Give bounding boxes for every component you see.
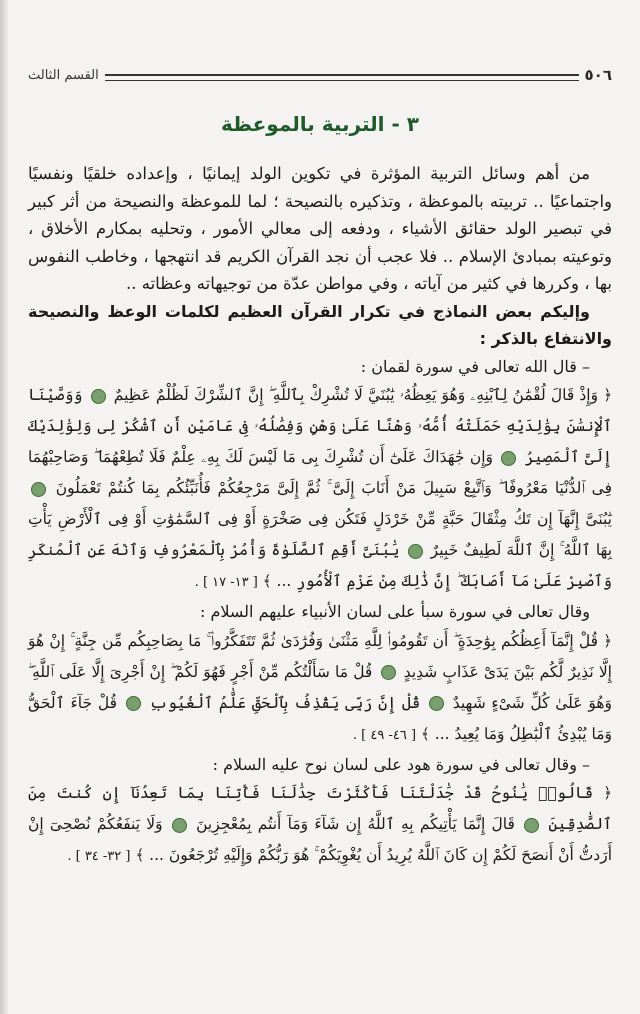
chapter-title: ٣ - التربية بالموعظة xyxy=(221,112,419,136)
quote-intro-luqman: – قال الله تعالى في سورة لقمان : xyxy=(360,356,590,376)
verse-reference: [ ٤٦- ٤٩ ] . xyxy=(352,727,417,743)
verse-end-marker-icon xyxy=(91,389,106,404)
quote-intro-saba: وقال تعالى في سورة سبأ على لسان الأنبياء عليهم السلام : xyxy=(199,602,590,621)
verse: وَإِن جَٰهَدَاكَ عَلَىٰٓ أَن تُشْرِكَ بِى مَا لَيْسَ لَكَ بِهِۦ عِلْمٌ فَلَا تُطِعْهُمَا ۖ وَصَاحِبْهُمَا فِى ٱلدُّنْيَا مَعْرُوفًا ۖ وَٱتَّبِعْ سَبِيلَ مَنْ أَنَابَ إِلَىَّ ۚ ثُمَّ إِلَىَّ مَرْجِعُكُمْ فَأُنَبِّئُكُم بِمَا كُنتُمْ تَعْمَلُونَ xyxy=(28,448,612,497)
intro-paragraph: من أهم وسائل التربية المؤثرة في تكوين الولد إيمانيًا ، وإعداده خلقيًا ونفسيًا واجتماعيًا .. تربيته بالموعظة ، وتذكيره بالنصيحة ؛ لما للموعظة والنصيحة من أثر كبير في تبصير الولد حقائق الأشياء ، ودفعه إلى معالي الأمور ، وتحليه بمكارم الأخلاق ، وتوعيته بمبادئ الإسلام .. فلا عجب أن نجد القرآن الكريم قد انتهجها ، وخاطب النفوس بها ، وكررها في كثير من آياته ، وفي مواطن عدّة من توجيهاته وعظاته .. xyxy=(28,164,612,293)
verse: قُلْ إِنَّمَآ أَعِظُكُم بِوَٰحِدَةٍ ۖ أَن تَقُومُوا۟ لِلَّهِ مَثْنَىٰ وَفُرَٰدَىٰ ثُمَّ تَتَفَكَّرُوا۟ ۚ مَا بِصَاحِبِكُم مِّن جِنَّةٍ ۚ إِنْ هُوَ إِلَّا نَذِيرٌ لَّكُم بَيْنَ يَدَىْ عَذَابٍ شَدِيدٍ xyxy=(28,631,612,681)
verse-end-marker-icon xyxy=(408,544,423,559)
verse-end-marker-icon xyxy=(31,482,46,497)
ornate-bracket-open: ﴿ xyxy=(603,784,612,802)
verse-end-marker-icon xyxy=(524,818,539,833)
body-text xyxy=(28,160,612,872)
page-number: ٥٠٦ xyxy=(584,66,612,84)
verse: يَٰبُنَىَّ إِنَّهَآ إِن تَكُ مِثْقَالَ حَبَّةٍ مِّنْ خَرْدَلٍ فَتَكُن فِى صَخْرَةٍ أَوْ فِى ٱلسَّمَٰوَٰتِ أَوْ فِى ٱلْأَرْضِ يَأْتِ بِهَا ٱللَّهُ ۚ إِنَّ ٱللَّهَ لَطِيفٌ خَبِيرٌ xyxy=(28,510,613,559)
ornate-bracket-close: ﴾ xyxy=(262,572,272,590)
quran-quote-luqman xyxy=(28,380,612,598)
verse: قُلْ جَآءَ ٱلْحَقُّ وَمَا يُبْدِئُ ٱلْبَٰطِلُ وَمَا يُعِيدُ ... xyxy=(28,693,612,743)
page-gutter-shadow xyxy=(0,0,8,1014)
quote-intro-hud: – وقال تعالى في سورة هود على لسان نوح عليه السلام : xyxy=(212,754,590,774)
verse: يَٰبُنَىَّ أَقِمِ ٱلصَّلَوٰةَ وَأْمُرْ بِٱلْمَعْرُوفِ وَٱنْهَ عَنِ ٱلْمُنكَرِ وَٱصْبِرْ عَلَىٰ مَآ أَصَابَكَ ۖ إِنَّ ذَٰلِكَ مِنْ عَزْمِ ٱلْأُمُورِ ... xyxy=(28,541,612,590)
ornate-bracket-close: ﴾ xyxy=(135,846,145,864)
verse-reference: [ ١٣- ١٧ ] . xyxy=(194,575,258,590)
book-page xyxy=(28,0,612,1014)
ornate-bracket-open: ﴿ xyxy=(603,386,612,404)
header-double-rule xyxy=(105,74,579,81)
verse-reference: [ ٣٢- ٣٤ ] . xyxy=(67,849,131,864)
quran-quote-saba xyxy=(28,626,612,751)
verse: وَإِذْ قَالَ لُقْمَٰنُ لِٱبْنِهِۦ وَهُوَ يَعِظُهُۥ يَٰبُنَيَّ لَا تُشْرِكْ بِٱللَّهِ ۖ إِنَّ ٱلشِّرْكَ لَظُلْمٌ عَظِيمٌ xyxy=(113,386,599,404)
verse-end-marker-icon xyxy=(172,818,187,833)
running-header xyxy=(28,64,612,86)
verse: وَوَصَّيْنَا ٱلْإِنسَٰنَ بِوَٰلِدَيْهِ حَمَلَتْهُ أُمُّهُۥ وَهْنًا عَلَىٰ وَهْنٍ وَفِصَٰلُهُۥ فِى عَامَيْنِ أَنِ ٱشْكُرْ لِى وَلِوَٰلِدَيْكَ إِلَىَّ ٱلْمَصِيرُ xyxy=(28,386,612,466)
quran-quote-hud xyxy=(28,778,612,872)
ornate-bracket-open: ﴿ xyxy=(603,631,612,650)
verse: وَلَا يَنفَعُكُمْ نُصْحِىٓ إِنْ أَرَدتُّ أَنْ أَنصَحَ لَكُمْ إِن كَانَ ٱللَّهُ يُرِيدُ أَن يُغْوِيَكُمْ ۚ هُوَ رَبُّكُمْ وَإِلَيْهِ تُرْجَعُونَ ... xyxy=(28,815,612,864)
section-name: القسم الثالث xyxy=(28,67,99,83)
ornate-bracket-close: ﴾ xyxy=(421,724,430,743)
verse-end-marker-icon xyxy=(501,451,516,466)
verse-end-marker-icon xyxy=(381,665,396,680)
verse-end-marker-icon xyxy=(126,696,141,711)
examples-lead-paragraph: وإليكم بعض النماذج في تكرار القرآن العظيم لكلمات الوعظ والنصيحة والانتفاع بالذكر : xyxy=(28,301,612,348)
verse: قَالَ إِنَّمَا يَأْتِيكُم بِهِ ٱللَّهُ إِن شَآءَ وَمَآ أَنتُم بِمُعْجِزِينَ xyxy=(196,815,515,833)
verse-end-marker-icon xyxy=(429,696,444,711)
verse: قَالُوا۟ يَٰنُوحُ قَدْ جَٰدَلْتَنَا فَأَكْثَرْتَ جِدَٰلَنَا فَأْتِنَا بِمَا تَعِدُنَآ إِن كُنتَ مِنَ ٱلصَّٰدِقِينَ xyxy=(28,784,612,833)
verse: قُلْ إِنَّ رَبِّى يَقْذِفُ بِٱلْحَقِّ عَلَّٰمُ ٱلْغُيُوبِ xyxy=(149,693,421,712)
verse: قُلْ مَا سَأَلْتُكُم مِّنْ أَجْرٍ فَهُوَ لَكُمْ ۖ إِنْ أَجْرِىَ إِلَّا عَلَى ٱللَّهِ ۖ وَهُوَ عَلَىٰ كُلِّ شَىْءٍ شَهِيدٌ xyxy=(28,662,612,712)
